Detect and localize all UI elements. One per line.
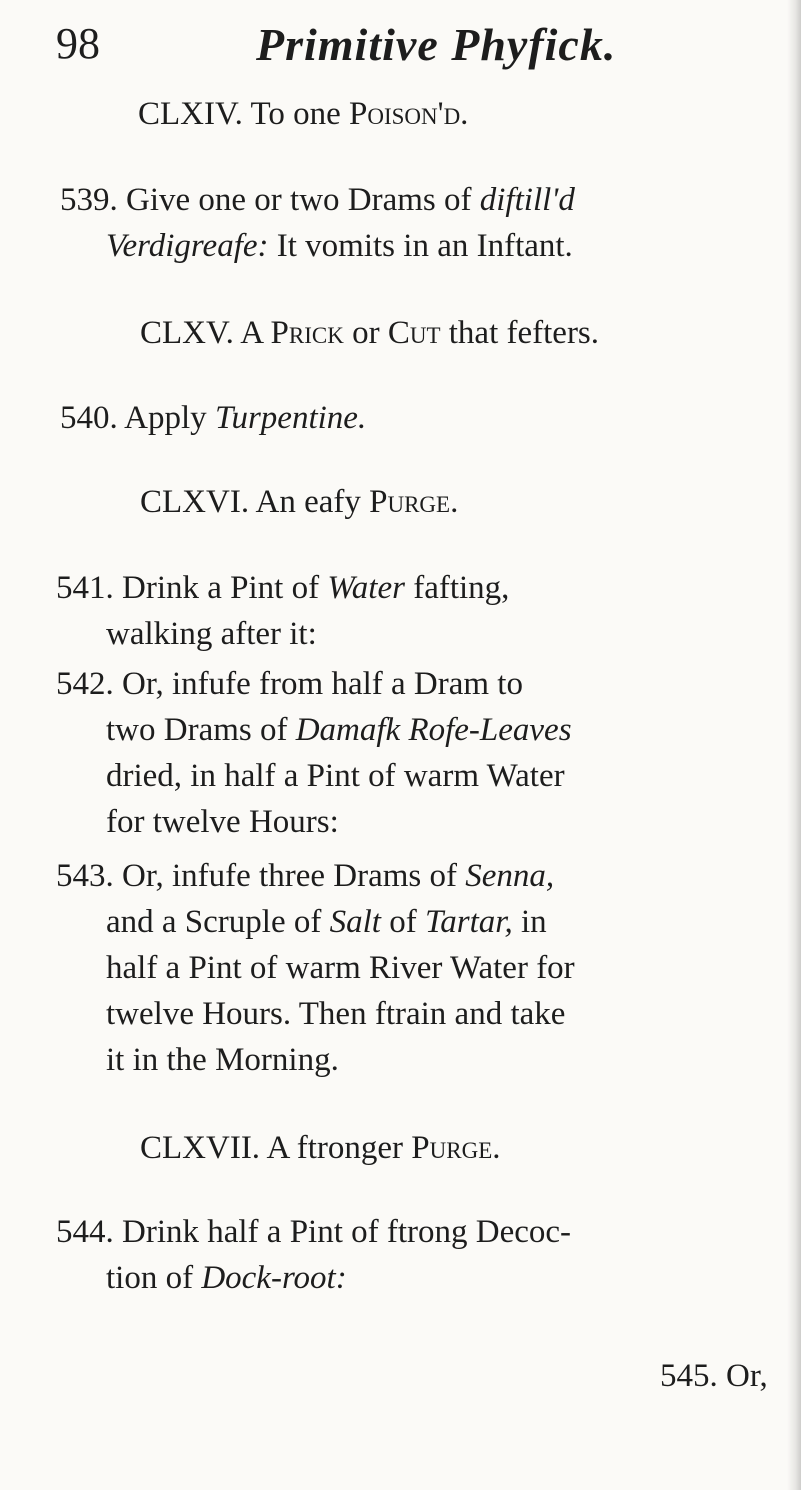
section-heading-clxvii [140, 1130, 501, 1167]
entry-541-line-1 [56, 570, 509, 607]
entry-text: tion of [106, 1260, 202, 1296]
entry-text: Drink half a Pint of ftrong Decoc- [113, 1214, 572, 1250]
entry-italic: Salt [329, 904, 381, 940]
entry-543-line-1 [56, 858, 554, 895]
entry-italic: Water [327, 570, 405, 606]
entry-text: Or, infufe three Drams of [113, 858, 466, 894]
entry-542-line-2 [106, 712, 572, 749]
running-title: Primitive Phyfick. [256, 19, 617, 70]
entry-text: of [380, 904, 425, 940]
heading-smallcaps: Cut [387, 315, 441, 351]
entry-italic: Turpentine. [214, 400, 367, 436]
entry-542-line-3: dried, in half a Pint of warm Water [106, 758, 565, 794]
entry-italic: Tartar, [424, 904, 513, 940]
page-edge-shadow [787, 0, 801, 1490]
entry-544-line-2 [106, 1260, 347, 1297]
heading-number: CLXVI. [140, 484, 250, 520]
section-heading-clxvi [140, 484, 458, 521]
heading-smallcaps: Poison'd. [348, 96, 469, 132]
entry-543-line-4: twelve Hours. Then ftrain and take [106, 996, 566, 1032]
entry-number: 539. [60, 182, 118, 218]
entry-text: Apply [117, 400, 215, 436]
page-header [56, 18, 756, 78]
heading-text: A ftronger [260, 1130, 412, 1166]
heading-number: CLXV. [140, 315, 234, 351]
entry-543-line-3: half a Pint of warm River Water for [106, 950, 575, 986]
heading-text: To one [242, 96, 349, 132]
heading-number: CLXVII. [140, 1130, 261, 1166]
entry-542-line-1 [56, 666, 523, 703]
entry-539-line-1 [60, 182, 575, 219]
entry-543-line-5: it in the Morning. [106, 1042, 339, 1078]
heading-text: or [343, 315, 388, 351]
heading-text: that fefters. [440, 315, 600, 351]
entry-text: Give one or two Drams of [117, 182, 480, 218]
entry-540 [60, 400, 366, 437]
entry-number: 541. [56, 570, 114, 606]
entry-text: Drink a Pint of [113, 570, 328, 606]
heading-smallcaps: Prick [270, 315, 344, 351]
heading-text: An eafy [249, 484, 370, 520]
entry-text: Or, infufe from half a Dram to [113, 666, 523, 702]
entry-541-line-2: walking after it: [106, 616, 317, 652]
entry-italic: Dock-root: [201, 1260, 347, 1296]
entry-italic: Verdigreafe: [106, 228, 269, 264]
entry-542-line-4: for twelve Hours: [106, 804, 339, 840]
entry-number: 543. [56, 858, 114, 894]
entry-number: 544. [56, 1214, 114, 1250]
heading-number: CLXIV. [138, 96, 243, 132]
heading-smallcaps: Purge. [411, 1130, 501, 1166]
heading-text: A [233, 315, 271, 351]
entry-number: 540. [60, 400, 118, 436]
entry-text: in [512, 904, 547, 940]
entry-543-line-2 [106, 904, 547, 941]
entry-text: It vomits in an Inftant. [268, 228, 573, 264]
entry-text: two Drams of [106, 712, 296, 748]
entry-text: and a Scruple of [106, 904, 330, 940]
entry-italic: Senna, [465, 858, 555, 894]
page-number: 98 [56, 19, 100, 68]
entry-italic: Damafk Rofe-Leaves [295, 712, 572, 748]
entry-539-line-2 [106, 228, 573, 265]
entry-italic: diftill'd [479, 182, 575, 218]
catchword: 545. Or, [660, 1358, 768, 1394]
heading-smallcaps: Purge. [369, 484, 459, 520]
section-heading-clxv [140, 315, 599, 352]
entry-544-line-1 [56, 1214, 571, 1251]
section-heading-clxiv [138, 96, 468, 133]
entry-number: 542. [56, 666, 114, 702]
entry-text: fafting, [404, 570, 510, 606]
